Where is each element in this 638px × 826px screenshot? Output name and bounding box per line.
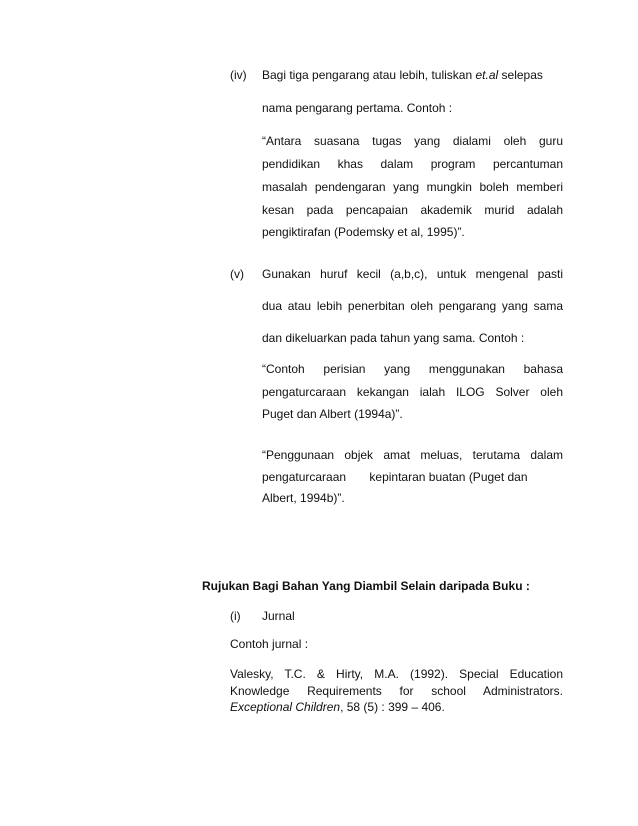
item-label-iv: (iv) (230, 68, 247, 82)
item-iv-quote-line: “Antara suasana tugas yang dialami oleh guru (262, 134, 563, 148)
item-iv-line-1-post: selepas (498, 68, 543, 82)
item-label-v: (v) (230, 267, 244, 281)
item-iv-quote-line: pengiktirafan (Podemsky et al, 1995)”. (262, 225, 465, 239)
item-iv-quote-line: kesan pada pencapaian akademik murid adalah (262, 203, 563, 217)
item-iv-line-2: nama pengarang pertama. Contoh : (262, 101, 453, 115)
item-iv-line-1 (262, 67, 543, 83)
sub-text: Jurnal (262, 609, 295, 623)
reference-line-2: Knowledge Requirements for school Administrators. (230, 684, 563, 698)
item-v-line: dua atau lebih penerbitan oleh pengarang yang sama (262, 299, 563, 313)
item-v-quote2-line: Albert, 1994b)”. (262, 491, 345, 505)
reference-journal: Exceptional Children (230, 700, 341, 714)
item-iv-line-1-em: et.al (475, 68, 499, 82)
item-iv-quote-line: masalah pendengaran yang mungkin boleh memberi (262, 180, 563, 194)
item-iv-quote-line: pendidikan khas dalam program percantuman (262, 157, 563, 171)
item-v-line: Gunakan huruf kecil (a,b,c), untuk mengenal pasti (262, 267, 563, 281)
reference-line-1: Valesky, T.C. & Hirty, M.A. (1992). Special Education (230, 667, 563, 681)
item-iv-line-1-pre: Bagi tiga pengarang atau lebih, tuliskan (262, 68, 476, 82)
item-v-quote2-line: “Penggunaan objek amat meluas, terutama dalam (262, 448, 563, 462)
example-label: Contoh jurnal : (230, 637, 309, 651)
sub-label: (i) (230, 609, 241, 623)
section-title: Rujukan Bagi Bahan Yang Diambil Selain daripada Buku : (202, 579, 530, 593)
item-v-quote2-line: pengaturcaraan kepintaran buatan (Puget dan (262, 470, 528, 484)
item-v-quote1-line: Puget dan Albert (1994a)”. (262, 407, 403, 421)
reference-line-3-post: , 58 (5) : 399 – 406. (340, 700, 445, 714)
item-v-quote1-line: “Contoh perisian yang menggunakan bahasa (262, 362, 563, 376)
item-v-quote1-line: pengaturcaraan kekangan ialah ILOG Solver oleh (262, 385, 563, 399)
item-v-line: dan dikeluarkan pada tahun yang sama. Contoh : (262, 331, 525, 345)
reference-line-3 (230, 699, 445, 715)
